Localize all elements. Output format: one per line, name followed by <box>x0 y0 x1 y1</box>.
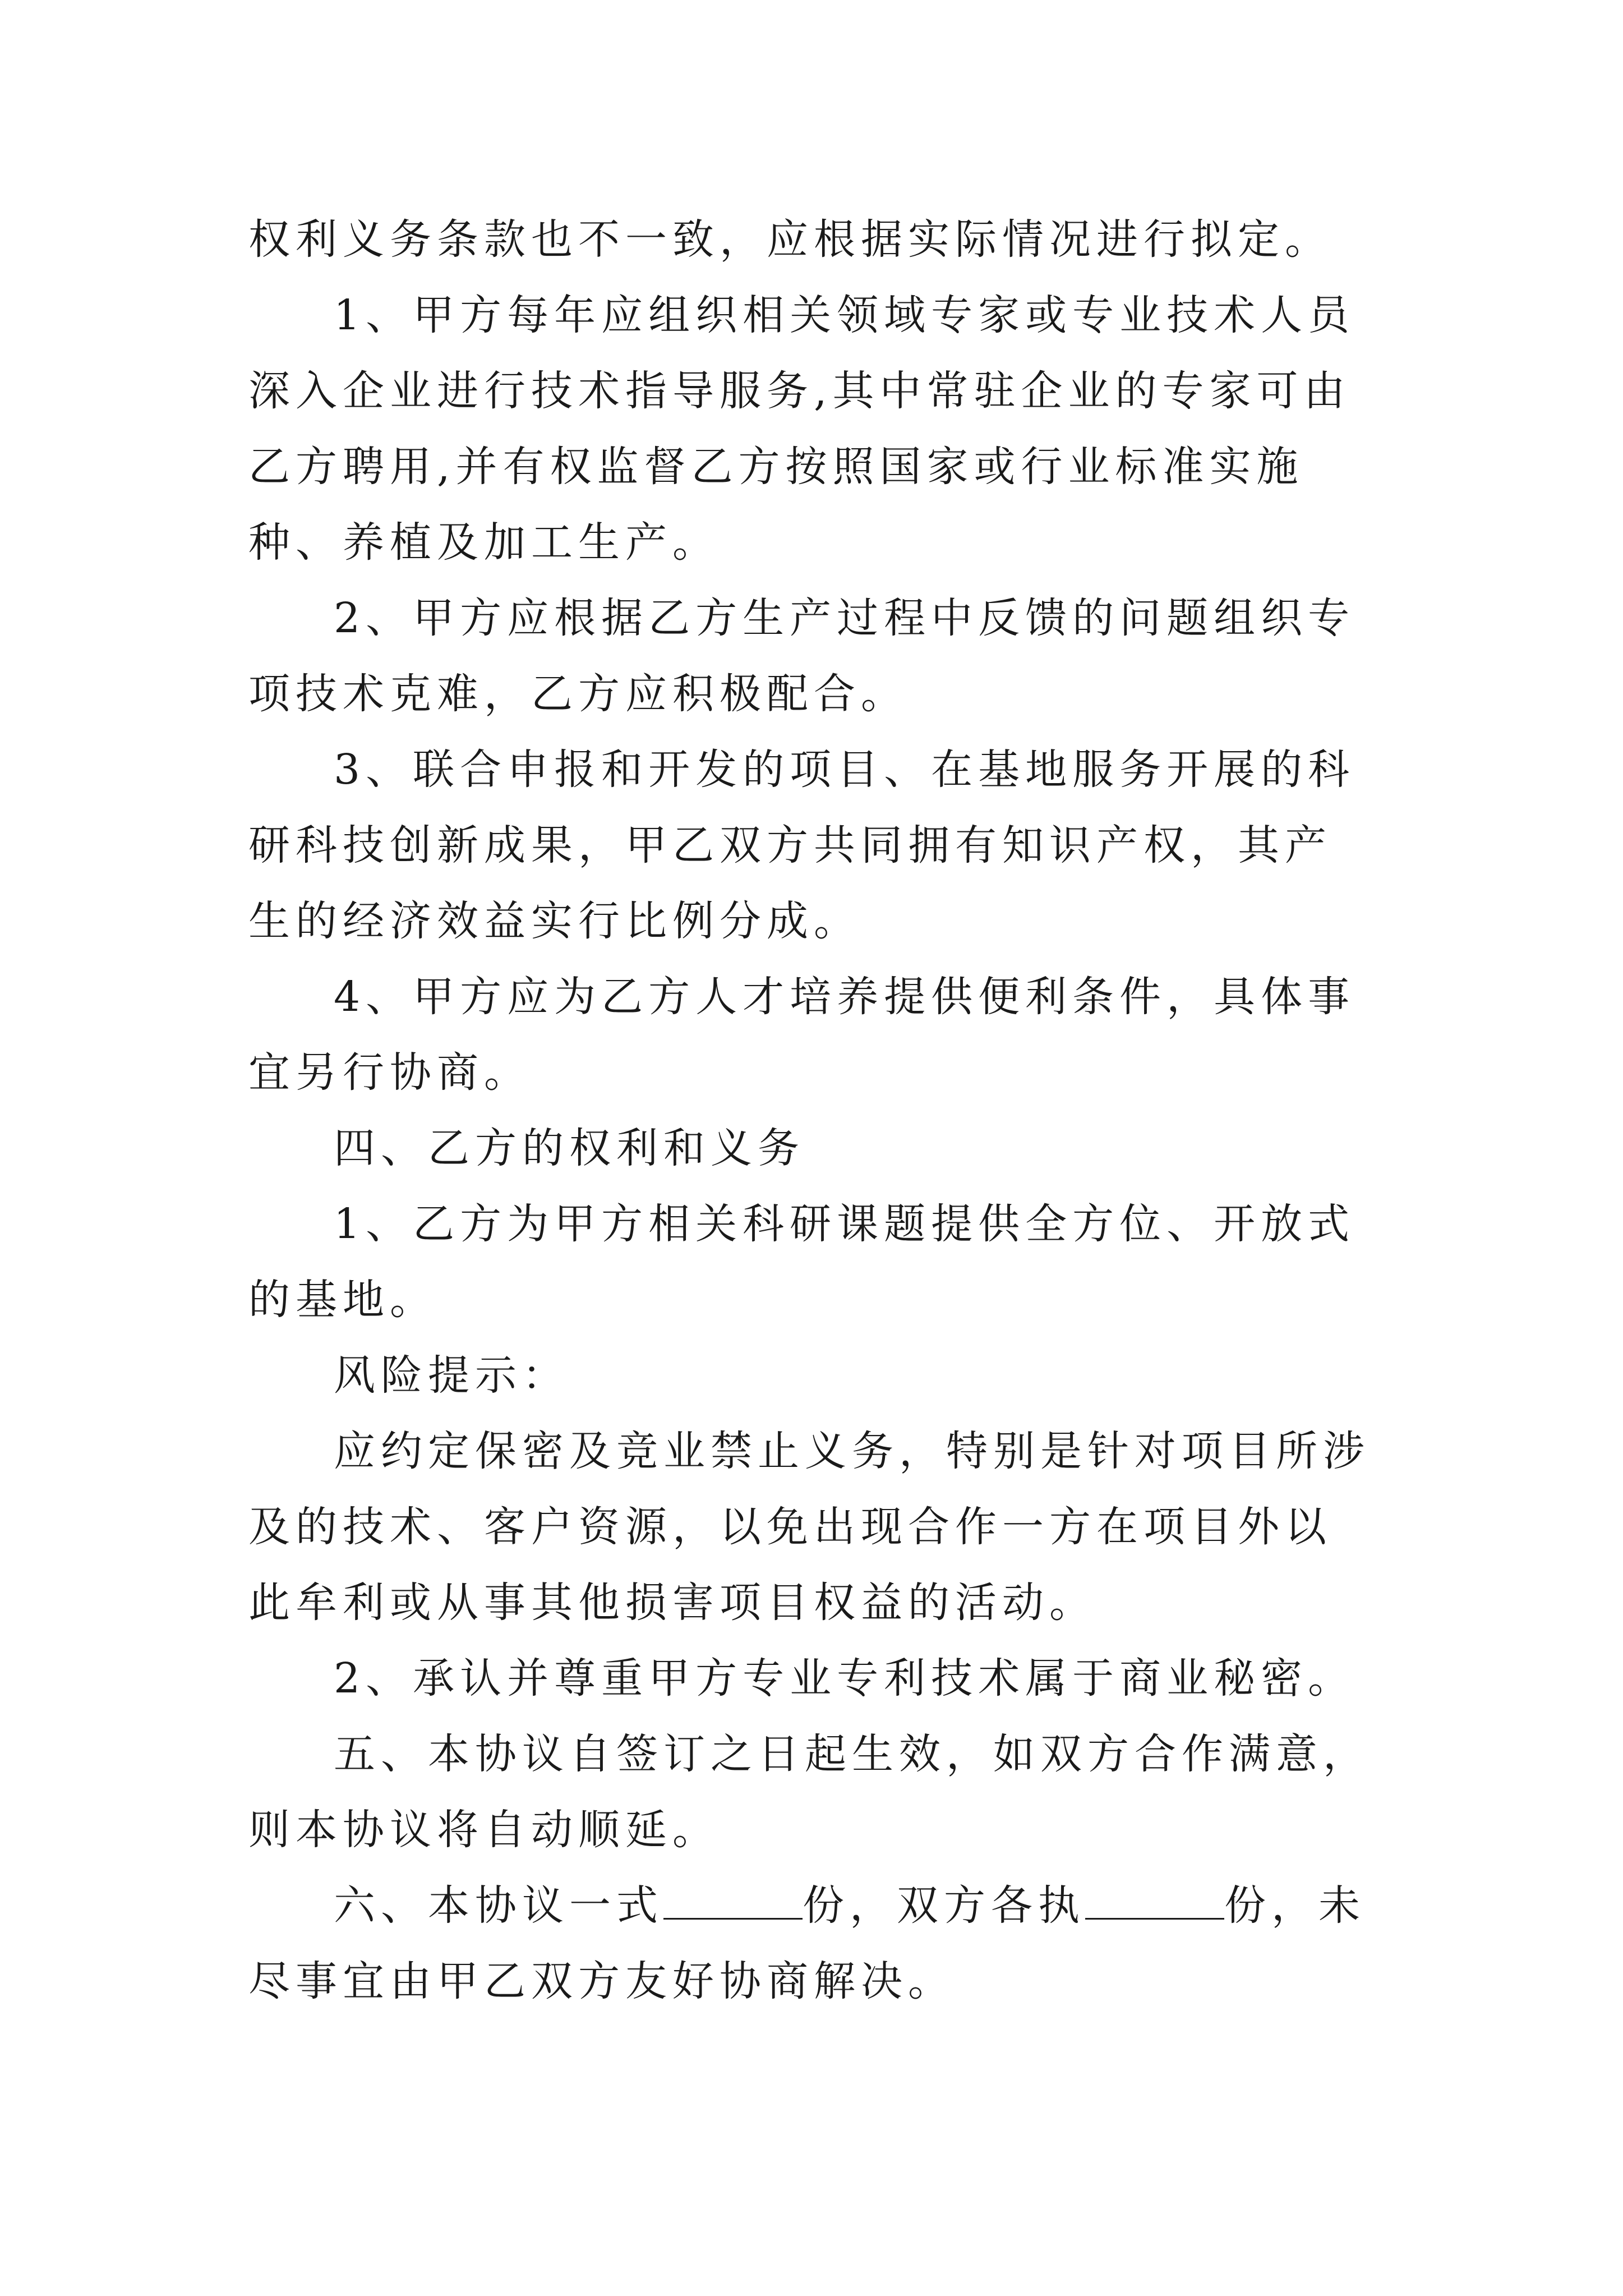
paragraph-clause-3-4: 4、甲方应为乙方人才培养提供便利条件，具体事宜另行协商。 <box>248 973 1355 1097</box>
copies-text-3: 份，未尽事宜由甲乙双方友好协商解决。 <box>248 1881 1366 2005</box>
risk-notice-text: 应约定保密及竞业禁止义务，特别是针对项目所涉及的技术、客户资源，以免出现合作一方在项目外以此牟利或从事其他损害项目权益的活动。 <box>248 1427 1370 1627</box>
document-body <box>248 202 1376 2019</box>
paragraph-clause-3-2: 2、甲方应根据乙方生产过程中反馈的问题组织专项技术克难，乙方应积极配合。 <box>248 594 1355 718</box>
paragraph-clause-3-3: 3、联合申报和开发的项目、在基地服务开展的科研科技创新成果，甲乙双方共同拥有知识产权，其产生的经济效益实行比例分成。 <box>248 746 1355 945</box>
copies-text-2: 份，双方各执 <box>803 1881 1085 1930</box>
paragraph-continuation: 权利义务条款也不一致，应根据实际情况进行拟定。 <box>248 215 1332 264</box>
paragraph-clause-4-2: 2、承认并尊重甲方专业专利技术属于商业秘密。 <box>334 1654 1355 1703</box>
copies-text-1: 六、本协议一式 <box>334 1881 663 1930</box>
section-5-effective: 五、本协议自签订之日起生效，如双方合作满意，则本协议将自动顺延。 <box>248 1730 1370 1854</box>
paragraph-clause-4-1: 1、乙方为甲方相关科研课题提供全方位、开放式的基地。 <box>248 1200 1355 1324</box>
section-6-copies <box>248 1868 1376 2019</box>
copies-total-blank[interactable] <box>663 1884 803 1920</box>
risk-notice-heading: 风险提示： <box>334 1351 569 1400</box>
paragraph-clause-3-1: 1、甲方每年应组织相关领域专家或专业技术人员深入企业进行技术指导服务,其中常驻企业的专家可由乙方聘用,并有权监督乙方按照国家或行业标准实施种、养植及加工生产。 <box>248 291 1355 567</box>
copies-each-blank[interactable] <box>1085 1884 1224 1920</box>
section-heading-4: 四、乙方的权利和义务 <box>334 1124 805 1172</box>
